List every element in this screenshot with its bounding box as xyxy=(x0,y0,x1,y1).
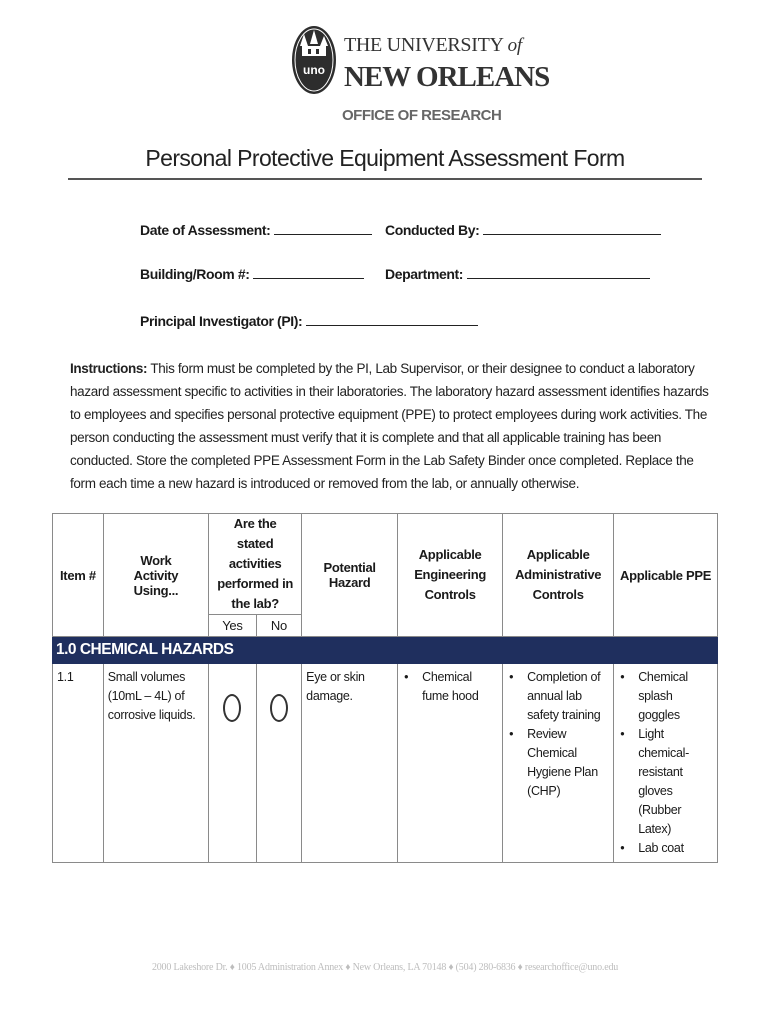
date-input-line[interactable] xyxy=(274,222,372,235)
ppe-header: Applicable PPE xyxy=(614,514,718,637)
ppe-item: • Light chemical-resistant gloves (Rubber Latex) xyxy=(618,725,713,839)
date-of-assessment-field[interactable] xyxy=(140,222,372,238)
university-logo xyxy=(290,24,550,134)
conducted-by-field[interactable] xyxy=(385,222,661,238)
performed-header: Are the stated activities performed in the lab? xyxy=(209,514,302,615)
office-name: OFFICE OF RESEARCH xyxy=(342,107,502,124)
building-room-field[interactable] xyxy=(140,266,364,282)
administrative-header: Applicable Administrative Controls xyxy=(503,514,614,637)
yes-cell xyxy=(209,664,257,863)
pi-input-line[interactable] xyxy=(306,313,478,326)
seal-text: uno xyxy=(303,63,325,77)
pi-label: Principal Investigator (PI): xyxy=(140,313,303,329)
title-divider xyxy=(68,178,702,180)
instructions-label: Instructions: xyxy=(70,361,148,376)
department-field[interactable] xyxy=(385,266,650,282)
building-input-line[interactable] xyxy=(253,266,364,279)
ppe-item: • Lab coat xyxy=(618,839,713,858)
conducted-label: Conducted By: xyxy=(385,222,480,238)
section-row xyxy=(53,637,718,664)
ppe-list xyxy=(618,668,713,858)
engineering-list xyxy=(402,668,498,706)
instructions-paragraph xyxy=(70,357,710,495)
table-header-row xyxy=(53,514,718,615)
engineering-cell xyxy=(398,664,503,863)
university-name-line1: THE UNIVERSITY of xyxy=(344,34,522,56)
department-label: Department: xyxy=(385,266,464,282)
no-cell xyxy=(256,664,302,863)
yes-radio[interactable] xyxy=(223,694,241,722)
activity-header: Work Activity Using... xyxy=(103,514,208,637)
activity-cell: Small volumes (10mL – 4L) of corrosive liquids. xyxy=(103,664,208,863)
conducted-input-line[interactable] xyxy=(483,222,661,235)
university-name-line2: NEW ORLEANS xyxy=(344,61,550,93)
hazard-header: Potential Hazard xyxy=(302,514,398,637)
university-seal-icon xyxy=(290,24,338,96)
item-cell: 1.1 xyxy=(53,664,104,863)
ppe-cell xyxy=(614,664,718,863)
no-header: No xyxy=(256,615,302,637)
date-label: Date of Assessment: xyxy=(140,222,271,238)
no-radio[interactable] xyxy=(270,694,288,722)
principal-investigator-field[interactable] xyxy=(140,313,478,329)
yes-header: Yes xyxy=(209,615,257,637)
engineering-header: Applicable Engineering Controls xyxy=(398,514,503,637)
department-input-line[interactable] xyxy=(467,266,650,279)
building-label: Building/Room #: xyxy=(140,266,250,282)
item-header: Item # xyxy=(53,514,104,637)
engineering-item: • Chemical fume hood xyxy=(402,668,498,706)
form-title: Personal Protective Equipment Assessment Form xyxy=(145,145,625,171)
ppe-assessment-table xyxy=(52,513,718,863)
administrative-list xyxy=(507,668,609,801)
section-title: 1.0 CHEMICAL HAZARDS xyxy=(53,637,718,664)
administrative-item: • Review Chemical Hygiene Plan (CHP) xyxy=(507,725,609,801)
footer-address: 2000 Lakeshore Dr. ♦ 1005 Administration Annex ♦ New Orleans, LA 70148 ♦ (504) 280-6836 ♦ researchoffice@uno.edu xyxy=(151,962,619,973)
administrative-item: • Completion of annual lab safety training xyxy=(507,668,609,725)
instructions-text: This form must be completed by the PI, Lab Supervisor, or their designee to conduct a laboratory hazard assessment specific to activities in their laboratories. The laboratory hazard assessment identifies hazards to employees and specifies personal protective equipment (PPE) to protect employees during work activities. The person conducting the assessment must verify that it is complete and that all applicable training has been conducted. Store the completed PPE Assessment Form in the Lab Safety Binder once completed. Replace the form each time a new hazard is introduced or removed from the lab, or annually otherwise. xyxy=(70,361,709,491)
administrative-cell xyxy=(503,664,614,863)
hazard-cell: Eye or skin damage. xyxy=(302,664,398,863)
table-row xyxy=(53,664,718,863)
ppe-item: • Chemical splash goggles xyxy=(618,668,713,725)
